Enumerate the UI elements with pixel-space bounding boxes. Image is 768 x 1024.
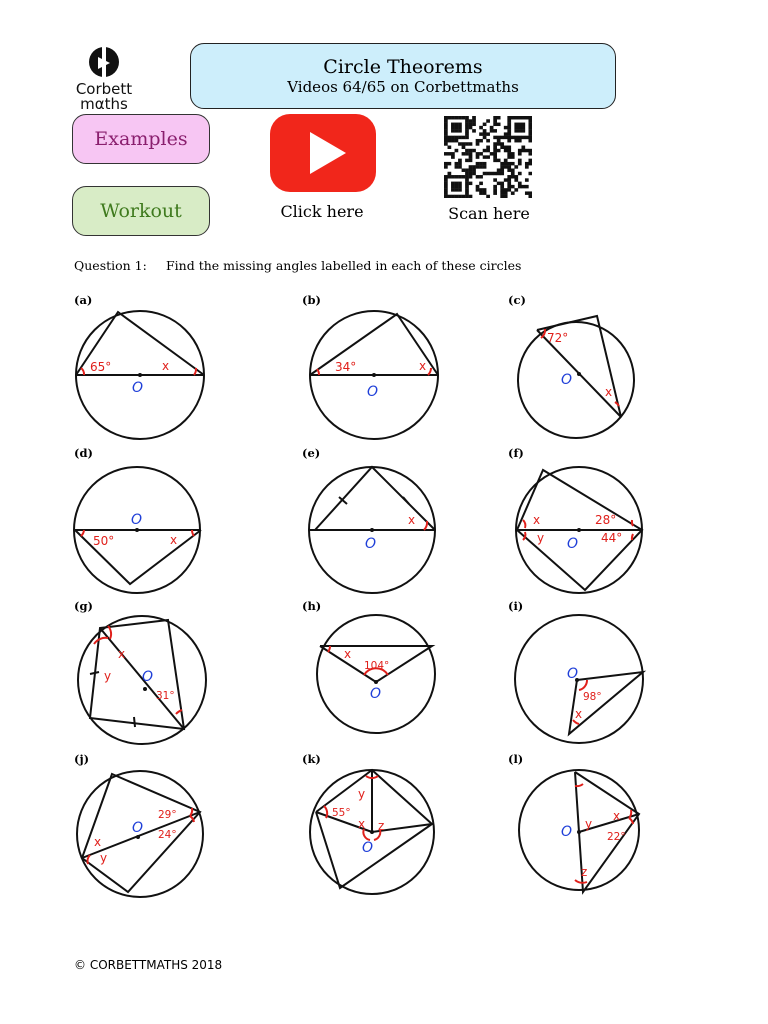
centre-label: O [567, 666, 579, 682]
angle-label: 28° [595, 513, 617, 527]
angle-label: x [118, 647, 126, 661]
angle-label: x [344, 647, 352, 661]
centre-label: O [367, 384, 379, 400]
part-label-i: (i) [508, 599, 524, 613]
circle-diagram-c [513, 302, 653, 448]
logo-text-line1: Corbett [75, 80, 133, 98]
angle-label: x [162, 359, 170, 373]
angle-label: 44° [601, 531, 623, 545]
circle-diagram-i [513, 608, 653, 754]
angle-label: 55° [332, 807, 351, 819]
angle-label: 22° [607, 831, 626, 843]
circle-diagram-k [308, 760, 448, 906]
angle-label: y [358, 787, 366, 801]
corbettmaths-logo [68, 44, 140, 114]
circle-diagram-f [513, 456, 653, 602]
angle-label: y [585, 817, 593, 831]
video-link-label[interactable]: Click here [280, 202, 364, 221]
angle-label: 31° [156, 690, 175, 702]
centre-label: O [131, 512, 143, 528]
circle-diagram-l [513, 760, 653, 906]
part-label-k: (k) [302, 752, 321, 766]
centre-label: O [132, 820, 144, 836]
workout-button[interactable]: Workout [72, 186, 210, 236]
centre-label: O [362, 840, 374, 856]
angle-label: 72° [547, 331, 569, 345]
angle-label: 24° [158, 829, 177, 841]
angle-label: 98° [583, 691, 602, 703]
centre-label: O [561, 372, 573, 388]
angle-label: z [378, 819, 385, 833]
angle-label: y [100, 851, 108, 865]
angle-label: y [537, 531, 545, 545]
angle-label: 29° [158, 809, 177, 821]
angle-label: x [575, 707, 583, 721]
angle-label: z [581, 865, 588, 879]
qr-code-icon [444, 116, 532, 198]
examples-button[interactable]: Examples [72, 114, 210, 164]
page-title: Circle Theorems [323, 56, 483, 78]
centre-label: O [567, 536, 579, 552]
centre-label: O [370, 686, 382, 702]
circle-diagram-a [70, 302, 210, 448]
part-label-f: (f) [508, 446, 524, 460]
part-label-c: (c) [508, 293, 526, 307]
part-label-h: (h) [302, 599, 322, 613]
angle-label: x [94, 835, 102, 849]
part-label-e: (e) [302, 446, 321, 460]
angle-label: 104° [364, 660, 390, 672]
question-1 [74, 258, 521, 273]
logo-icon [68, 44, 140, 84]
title-banner [190, 43, 616, 109]
circle-diagram-g [72, 608, 212, 754]
part-label-l: (l) [508, 752, 524, 766]
play-icon [270, 114, 376, 192]
angle-label: x [358, 817, 366, 831]
question-number: Question 1: [74, 258, 147, 273]
part-label-d: (d) [74, 446, 93, 460]
angle-label: 65° [90, 360, 112, 374]
angle-label: x [170, 533, 178, 547]
centre-label: O [561, 824, 573, 840]
circle-diagram-e [307, 456, 447, 602]
angle-label: x [408, 513, 416, 527]
circle-diagram-j [72, 760, 212, 906]
angle-label: x [613, 809, 621, 823]
angle-label: 50° [93, 534, 115, 548]
circle-diagram-d [70, 456, 210, 602]
part-label-j: (j) [74, 752, 90, 766]
centre-label: O [132, 380, 144, 396]
question-text: Find the missing angles labelled in each of these circles [166, 258, 522, 273]
circle-diagram-h [306, 608, 446, 754]
part-label-g: (g) [74, 599, 93, 613]
page-subtitle: Videos 64/65 on Corbettmaths [287, 78, 519, 96]
video-link[interactable] [270, 114, 376, 192]
part-label-a: (a) [74, 293, 93, 307]
circle-diagram-b [307, 302, 447, 448]
centre-label: O [365, 536, 377, 552]
centre-label: O [142, 669, 154, 685]
part-label-b: (b) [302, 293, 321, 307]
copyright-footer: © CORBETTMATHS 2018 [74, 958, 223, 972]
angle-label: 34° [335, 360, 357, 374]
angle-label: x [419, 359, 427, 373]
qr-code [444, 116, 532, 198]
logo-text-line2: mαths [80, 95, 128, 113]
angle-label: x [605, 385, 613, 399]
angle-label: x [533, 513, 541, 527]
qr-label: Scan here [448, 204, 530, 223]
angle-label: y [104, 669, 112, 683]
